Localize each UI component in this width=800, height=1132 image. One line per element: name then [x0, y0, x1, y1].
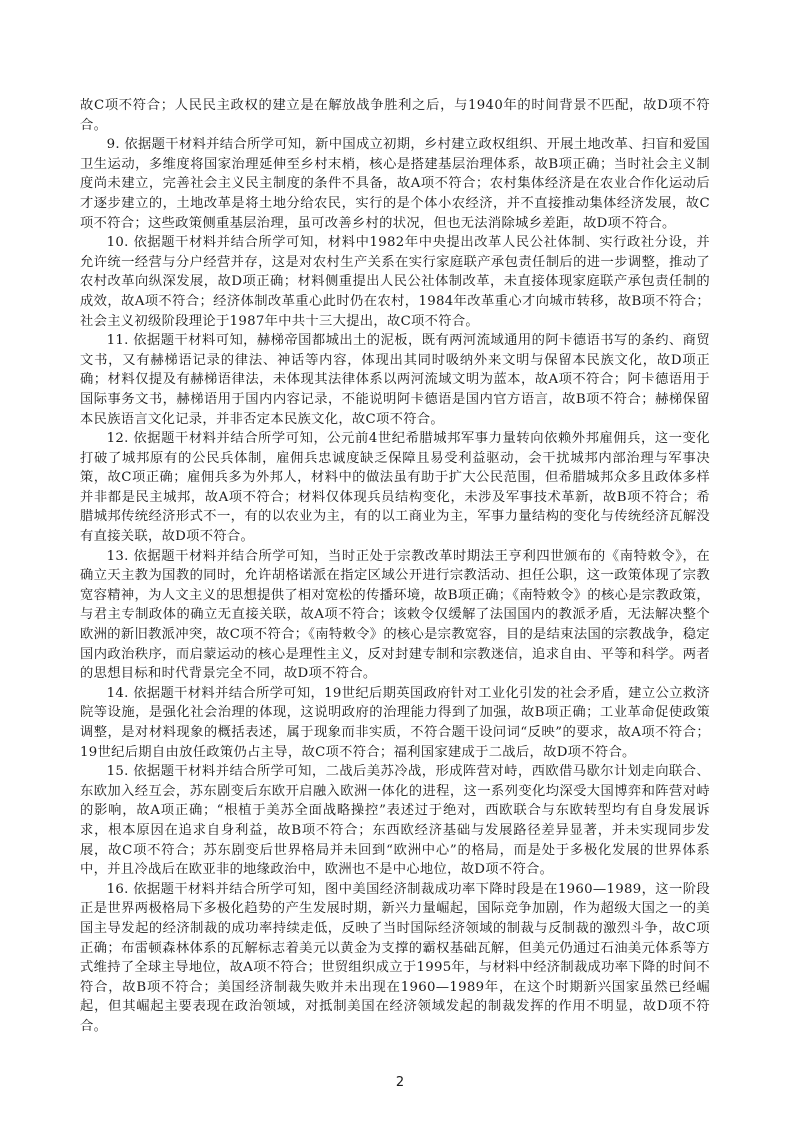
page-number: 2 — [395, 1075, 405, 1090]
document-body — [80, 96, 710, 1037]
answer-explanation-12: 12. 依据题干材料并结合所学可知，公元前4世纪希腊城邦军事力量转向依赖外邦雇佣兵，这一变化打破了城邦原有的公民兵体制，雇佣兵忠诚度缺乏保障且易受利益驱动，会干扰城邦内部治理与军事决策，故C项正确；雇佣兵多为外邦人，材料中的做法虽有助于扩大公民范围，但希腊城邦众多且政体多样并非都是民主城邦，故A项不符合；材料仅体现兵员结构变化，未涉及军事技术革新，故B项不符合；希腊城邦传统经济形式不一，有的以农业为主，有的以工商业为主，军事力量结构的变化与传统经济瓦解没有直接关联，故D项不符合。 — [80, 431, 710, 545]
answer-explanation-10: 10. 依据题干材料并结合所学可知，材料中1982年中央提出改革人民公社体制、实行政社分设，并允许统一经营与分户经营并存，这是对农村生产关系在实行家庭联产承包责任制后的进一步调整，推动了农村改革向纵深发展，故D项正确；材料侧重提出人民公社体制改革，未直接体现家庭联产承包责任制的成效，故A项不符合；经济体制改革重心此时仍在农村，1984年改革重心才向城市转移，故B项不符合；社会主义初级阶段理论于1987年中共十三大提出，故C项不符合。 — [80, 235, 710, 329]
answer-explanation-9: 9. 依据题干材料并结合所学可知，新中国成立初期，乡村建立政权组织、开展土地改革、扫盲和爱国卫生运动，多维度将国家治理延伸至乡村末梢，核心是搭建基层治理体系，故B项正确；当时社会主义制度尚未建立，完善社会主义民主制度的条件不具备，故A项不符合；农村集体经济是在农业合作化运动后才逐步建立的，土地改革是将土地分给农民，实行的是个体小农经济，并不直接推动集体经济发展，故C项不符合；这些政策侧重基层治理，虽可改善乡村的状况，但也无法消除城乡差距，故D项不符合。 — [80, 137, 710, 231]
answer-explanation-15: 15. 依据题干材料并结合所学可知，二战后美苏冷战，形成阵营对峙，西欧借马歇尔计划走向联合、东欧加入经互会，苏东剧变后东欧开启融入欧洲一体化的进程，这一系列变化均深受大国博弈和阵营对峙的影响，故A项正确；“根植于美苏全面战略操控”表述过于绝对，西欧联合与东欧转型均有自身发展诉求，根本原因在追求自身利益，故B项不符合；东西欧经济基础与发展路径差异显著，并未实现同步发展，故C项不符合；苏东剧变后世界格局并未回到“欧洲中心”的格局，而是处于多极化发展的世界体系中，并且冷战后在欧亚非的地缘政治中，欧洲也不是中心地位，故D项不符合。 — [80, 764, 710, 878]
answer-explanation-13: 13. 依据题干材料并结合所学可知，当时正处于宗教改革时期法王亨利四世颁布的《南特敕令》，在确立天主教为国教的同时，允许胡格诺派在指定区域公开进行宗教活动、担任公职，这一政策体现了宗教宽容精神，为人文主义的思想提供了相对宽松的传播环境，故B项正确；《南特敕令》的核心是宗教政策，与君主专制政体的确立无直接关联，故A项不符合；该敕令仅缓解了法国国内的教派矛盾，无法解决整个欧洲的新旧教派冲突，故C项不符合；《南特敕令》的核心是宗教宽容，目的是结束法国的宗教战争，稳定国内政治秩序，而启蒙运动的核心是理性主义，反对封建专制和宗教迷信，追求自由、平等和科学。两者的思想目标和时代背景完全不同，故D项不符合。 — [80, 548, 710, 682]
answer-explanation-11: 11. 依据题干材料可知，赫梯帝国都城出土的泥板，既有两河流域通用的阿卡德语书写的条约、商贸文书，又有赫梯语记录的律法、神话等内容，体现出其同时吸纳外来文明与保留本民族文化，故D项正确；材料仅提及有赫梯语律法，未体现其法律体系以两河流域文明为蓝本，故A项不符合；阿卡德语用于国际事务文书，赫梯语用于国内内容记录，不能说明阿卡德语是国内官方语言，故B项不符合；赫梯保留本民族语言文化记录，并非否定本民族文化，故C项不符合。 — [80, 333, 710, 427]
answer-explanation-16: 16. 依据题干材料并结合所学可知，图中美国经济制裁成功率下降时段是在1960—1989，这一阶段正是世界两极格局下多极化趋势的产生发展时期，新兴力量崛起，国际竞争加剧，作为超级大国之一的美国主导发起的经济制裁的成功率持续走低，反映了当时国际经济领域的制裁与反制裁的激烈斗争，故C项正确；布雷顿森林体系的瓦解标志着美元以黄金为支撑的霸权基础瓦解，但美元仍通过石油美元体系等方式维持了全球主导地位，故A项不符合；世贸组织成立于1995年，与材料中经济制裁成功率下降的时间不符合，故B项不符合；美国经济制裁失败并未出现在1960—1989年，在这个时期新兴国家虽然已经崛起，但其崛起主要表现在政治领域，对抵制美国在经济领域发起的制裁发挥的作用不明显，故D项不符合。 — [80, 881, 710, 1034]
paragraph-continuation: 故C项不符合；人民民主政权的建立是在解放战争胜利之后，与1940年的时间背景不匹配，故D项不符合。 — [80, 98, 710, 133]
answer-explanation-14: 14. 依据题干材料并结合所学可知，19世纪后期英国政府针对工业化引发的社会矛盾，建立公立救济院等设施，是强化社会治理的体现，这说明政府的治理能力得到了加强，故B项正确；工业革命促使政策调整，是对材料现象的概括表述，属于现象而非实质，不符合题干设问词“反映”的要求，故A项不符合；19世纪后期自由放任政策仍占主导，故C项不符合；福利国家建成于二战后，故D项不符合。 — [80, 685, 710, 760]
